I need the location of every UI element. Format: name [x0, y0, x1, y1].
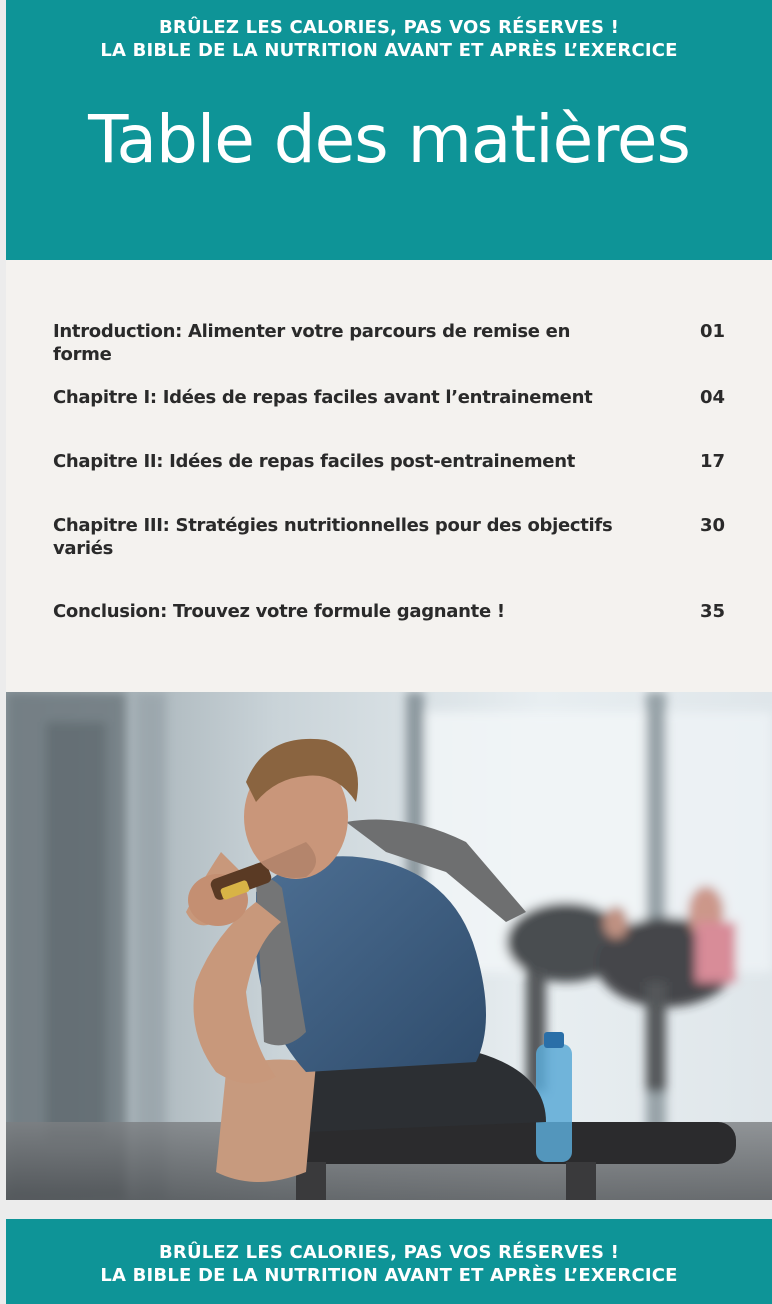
- toc-entry-page: 17: [699, 451, 725, 472]
- page-title: Table des matières: [88, 101, 690, 178]
- toc-entry-label: Chapitre II: Idées de repas faciles post-entrainement: [53, 451, 576, 472]
- book-tagline: [6, 1241, 772, 1287]
- tagline-line-2: LA BIBLE DE LA NUTRITION AVANT ET APRÈS L’EXERCICE: [100, 40, 678, 61]
- tagline-line-1: BRÛLEZ LES CALORIES, PAS VOS RÉSERVES !: [158, 17, 620, 38]
- toc-entry-label: Chapitre III: Stratégies nutritionnelles pour des objectifs variés: [53, 515, 613, 559]
- toc-entry-page: 30: [699, 515, 725, 536]
- toc-entry-page: 01: [699, 321, 725, 342]
- next-page-header: [6, 1219, 772, 1304]
- page-header: [6, 0, 772, 260]
- tagline-line-2: LA BIBLE DE LA NUTRITION AVANT ET APRÈS L’EXERCICE: [100, 1265, 678, 1286]
- toc-entry-page: 35: [699, 601, 725, 622]
- toc-entry-label: Introduction: Alimenter votre parcours de remise en forme: [53, 321, 571, 365]
- toc-entry-page: 04: [699, 387, 725, 408]
- book-tagline: [6, 16, 772, 62]
- toc-page: [6, 0, 772, 1200]
- toc-entry-label: Conclusion: Trouvez votre formule gagnante !: [53, 601, 505, 622]
- gym-photo-illustration: [6, 692, 772, 1200]
- gym-photo: [6, 692, 772, 1200]
- toc-entry-label: Chapitre I: Idées de repas faciles avant l’entrainement: [53, 387, 593, 408]
- tagline-line-1: BRÛLEZ LES CALORIES, PAS VOS RÉSERVES !: [158, 1242, 620, 1263]
